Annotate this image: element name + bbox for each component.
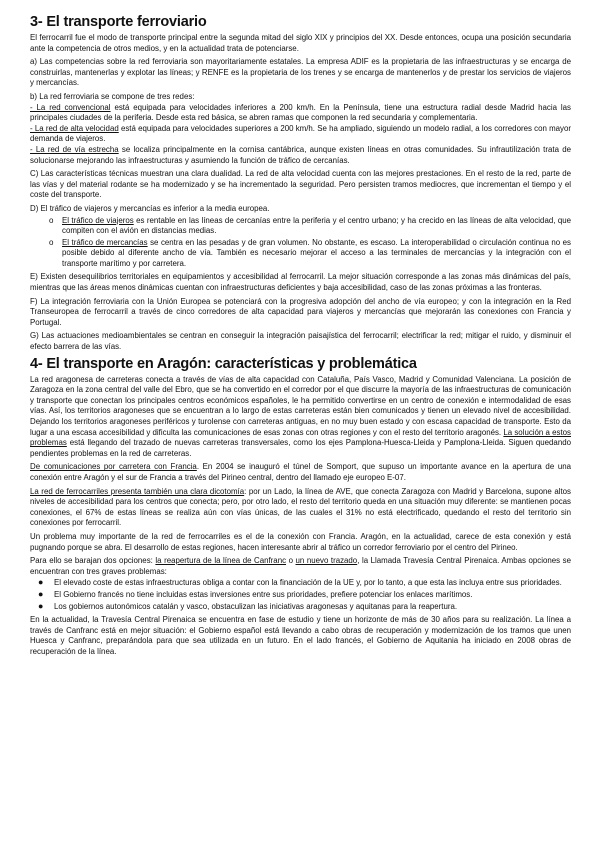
- aragon-roads-solution-text: está llegando del trazado de nuevas carreteras transversales, como los ejes Pamplona-Huesca-Lleida y Pamplona-Lleida. Siguen quedando pendientes problemas en la red de carreteras.: [30, 438, 571, 458]
- bullet-icon: ●: [38, 577, 44, 588]
- aragon-rail-paragraph: [30, 487, 571, 529]
- aragon-roads-paragraph: [30, 375, 571, 460]
- aragon-rail-text: : por un Lado, la línea de AVE, que conecta Zaragoza con Madrid y Barcelona, supone altos niveles de accesibilidad para los centros que conecta; pero, por otro lado, el resto del territorio queda en una situación muy diferente: se mantienen pocas conexiones, el 67% de estas líneas se realiza aún con vías únicas, de las cuales el 31% no está electrificado, quedando el resto del territorio sin conexiones por ferrocarril.: [30, 486, 571, 528]
- rail-network-conventional-label: - La red convencional: [30, 102, 111, 112]
- rail-network-highspeed-text: está equipada para velocidades superiores a 200 km/h. Se ha ampliado, siguiendo un modelo radial, a los corredores con mayor demanda de viajeros.: [30, 123, 571, 144]
- aragon-current-situation-paragraph: En la actualidad, la Travesía Central Pirenaica se encuentra en fase de estudio y tiene un horizonte de más de 30 años para su realización. La línea a través de Canfranc está en mejor situación: el Gobierno español está llevando a cabo obras de recuperación y modernización de los tramos que unen Huesca y Canfranc, preparándola para que sea utilizada en un futuro. En el lado francés, el Gobierno de Aquitania ha iniciado en 2008 obras de recuperación de la línea.: [30, 615, 571, 656]
- rail-point-a: [30, 57, 571, 89]
- options-intro-text: Para ello se barajan dos opciones:: [30, 556, 156, 566]
- rail-intro: El ferrocarril fue el modo de transporte principal entre la segunda mitad del siglo XIX y principios del XX. Desde entonces, ocupa una posición secundaria ante la competencia de otros medios, y en la actualidad trata de potenciarse.: [30, 33, 571, 53]
- rail-point-g: G) Las actuaciones medioambientales se centran en conseguir la integración paisajística del ferrocarril; electrificar la red; mitigar el ruido, y disminuir el efecto barrera de las vías.: [30, 331, 571, 352]
- section-title-rail: 3- El transporte ferroviario: [30, 14, 207, 30]
- rail-traffic-list: [30, 216, 571, 270]
- aragon-section: [30, 375, 571, 658]
- rail-network-narrow: [30, 145, 571, 166]
- rail-point-a-lead: a) Las competencias sobre la red ferroviaria son mayoritariamente estatales.: [30, 57, 304, 67]
- aragon-options-paragraph: [30, 556, 571, 577]
- rail-point-b-lead: b) La red ferroviaria se compone de tres redes:: [30, 91, 195, 101]
- section-title-aragon: 4- El transporte en Aragón: características y problemática: [30, 355, 417, 372]
- aragon-france-road-paragraph: [30, 462, 571, 483]
- options-rest-text: , la Llamada Travesía Central Pirenaica. Ambas opciones se encuentran con tres graves problemas:: [30, 556, 571, 576]
- list-item: [38, 588, 571, 601]
- traffic-freight-label: El tráfico de mercancías: [62, 237, 148, 247]
- rail-network-highspeed: [30, 124, 571, 145]
- list-item: [49, 237, 572, 270]
- rail-point-c: C) Las características técnicas muestran una clara dualidad. La red de alta velocidad cuenta con las mejores prestaciones. En el resto de la red, parte de las vías y del material rodante se ha modernizado y se ha incrementado la seguridad. Pero persisten tramos mediocres, que incrementan el tiempo y el coste del transporte.: [30, 169, 571, 200]
- rail-point-a-text: La empresa ADIF es la propietaria de las infraestructuras y se encarga de construirlas, mantenerlas y explotar las líneas; y RENFE es la propietaria de los trenes y se encarga de mantenerlos y de prestar los servicios de viajeros y mercancías.: [30, 57, 571, 88]
- rail-network-highspeed-label: - La red de alta velocidad: [30, 123, 119, 133]
- rail-point-f: F) La integración ferroviaria con la Unión Europea se potenciará con la progresiva adopción del ancho de vía europeo; y con la integración en la Red Transeuropea de ferrocarril a través de cinco corredores de alta capacidad para viajeros y mercancías que mejorarán las conexiones con Francia y Portugal.: [30, 296, 571, 327]
- option-new-route-label: un nuevo trazado: [295, 556, 358, 566]
- option-canfranc-label: la reapertura de la línea de Canfranc: [155, 556, 287, 566]
- list-item: [49, 215, 571, 237]
- circle-bullet-icon: o: [49, 237, 54, 247]
- bullet-icon: ●: [38, 600, 44, 611]
- options-connector-text: o: [286, 556, 296, 566]
- problem-text: El Gobierno francés no tiene incluidas estas inversiones entre sus prioridades, prefiere potenciar los enlaces marítimos.: [54, 589, 473, 599]
- traffic-passengers-label: El tráfico de viajeros: [62, 215, 134, 225]
- traffic-freight-text: se centra en las pesadas y de gran volumen. No obstante, es escaso. La interoperabilidad o circulación continua no es posible debido al diferente ancho de vía. También es necesario mejorar el acceso a las terminales de mercancías y la integración con el transporte marítimo y por carretera.: [62, 237, 572, 268]
- aragon-roads-solution-label: La solución a estos problemas: [30, 427, 571, 448]
- traffic-passengers-text: es rentable en las líneas de cercanías entre la periferia y el centro urbano; y ha crecido en las líneas de alta velocidad, que compiten con el avión en distancias medias.: [62, 215, 571, 236]
- aragon-france-rail-paragraph: Un problema muy importante de la red de ferrocarriles es el de la conexión con Francia. Aragón, en la actualidad, carece de esta conexión y está pugnando porque se abra. El desarrollo de estas regiones, hacen interesante abrir al tráfico un corredor ferroviario por el centro del Pirineo.: [30, 531, 571, 552]
- aragon-roads-text: La red aragonesa de carreteras conecta a través de vías de alta capacidad con Cataluña, País Vasco, Madrid y Comunidad Valenciana. La posición de Zaragoza en la zona central del valle del Ebro, que se ha convertido en el corredor por el que discurre la mayoría de las infraestructuras de comunicación y transporte que conectan los principales centros económicos españoles, le ha permitido convertirse en un centro de conexión e intermodalidad de esas vías. Así, los territorios aragoneses que se encuentran a lo largo de estas carreteras están bien comunicados y tienen un elevado nivel de accesibilidad. Dejando los territorios aragoneses periféricos y turolense con carreteras antiguas, en no muy buen estado y con escasa capacidad de transporte. Esto da lugar a una escasa accesibilidad y dificulta las comunicaciones de esas zonas con otras regiones y con el resto del territorio aragonés.: [30, 374, 571, 437]
- list-item: [38, 600, 571, 613]
- problem-text: Los gobiernos autonómicos catalán y vasco, obstaculizan las iniciativas aragonesas y aquitanas para la reapertura.: [54, 601, 458, 611]
- rail-point-d-lead: D) El tráfico de viajeros y mercancías es inferior a la media europea.: [30, 203, 270, 213]
- problem-text: El elevado coste de estas infraestructuras obliga a contar con la financiación de la UE y, por lo tanto, a que esta las incluya entre sus prioridades.: [54, 578, 562, 588]
- list-item: [38, 577, 571, 589]
- rail-network-narrow-text: se localiza principalmente en la cornisa cantábrica, aunque existen líneas en otras comunidades. Su infrautilización trata de solucionarse mejorando las infraestructuras y asumiendo la función de tráfico de cercanías.: [30, 144, 571, 165]
- circle-bullet-icon: o: [49, 215, 54, 225]
- rail-network-narrow-label: - La red de vía estrecha: [30, 144, 119, 154]
- problems-list: [30, 578, 571, 612]
- document-page: [30, 14, 571, 660]
- rail-network-conventional-text: está equipada para velocidades inferiores a 200 km/h. En la Península, tiene una estructura radial desde Madrid hacia las principales ciudades de la periferia. Desde esta red básica, se abren ramas que componen la red secundaria y complementaria.: [30, 102, 571, 123]
- rail-network-conventional: [30, 103, 571, 124]
- aragon-rail-label: La red de ferrocarriles presenta también una clara dicotomía: [30, 486, 245, 496]
- aragon-france-road-label: De comunicaciones por carretera con Francia: [30, 462, 197, 472]
- bullet-icon: ●: [38, 588, 44, 599]
- rail-point-e: E) Existen desequilibrios territoriales en equipamientos y accesibilidad al ferrocarril. La mejor situación corresponde a las zonas más dinámicas del país, mientras que las áreas menos dinámicas cuentan con infraestructuras deficientes y baja accesibilidad, caso de las zonas próximas a las fronteras.: [30, 272, 571, 293]
- rail-point-b: [30, 92, 571, 166]
- aragon-france-road-text: . En 2004 se inauguró el túnel de Somport, que supuso un importante avance en la apertura de una conexión entre Aragón y el sur de Francia a través del Pirineo central, dentro del llamado eje europeo E-07.: [30, 462, 571, 482]
